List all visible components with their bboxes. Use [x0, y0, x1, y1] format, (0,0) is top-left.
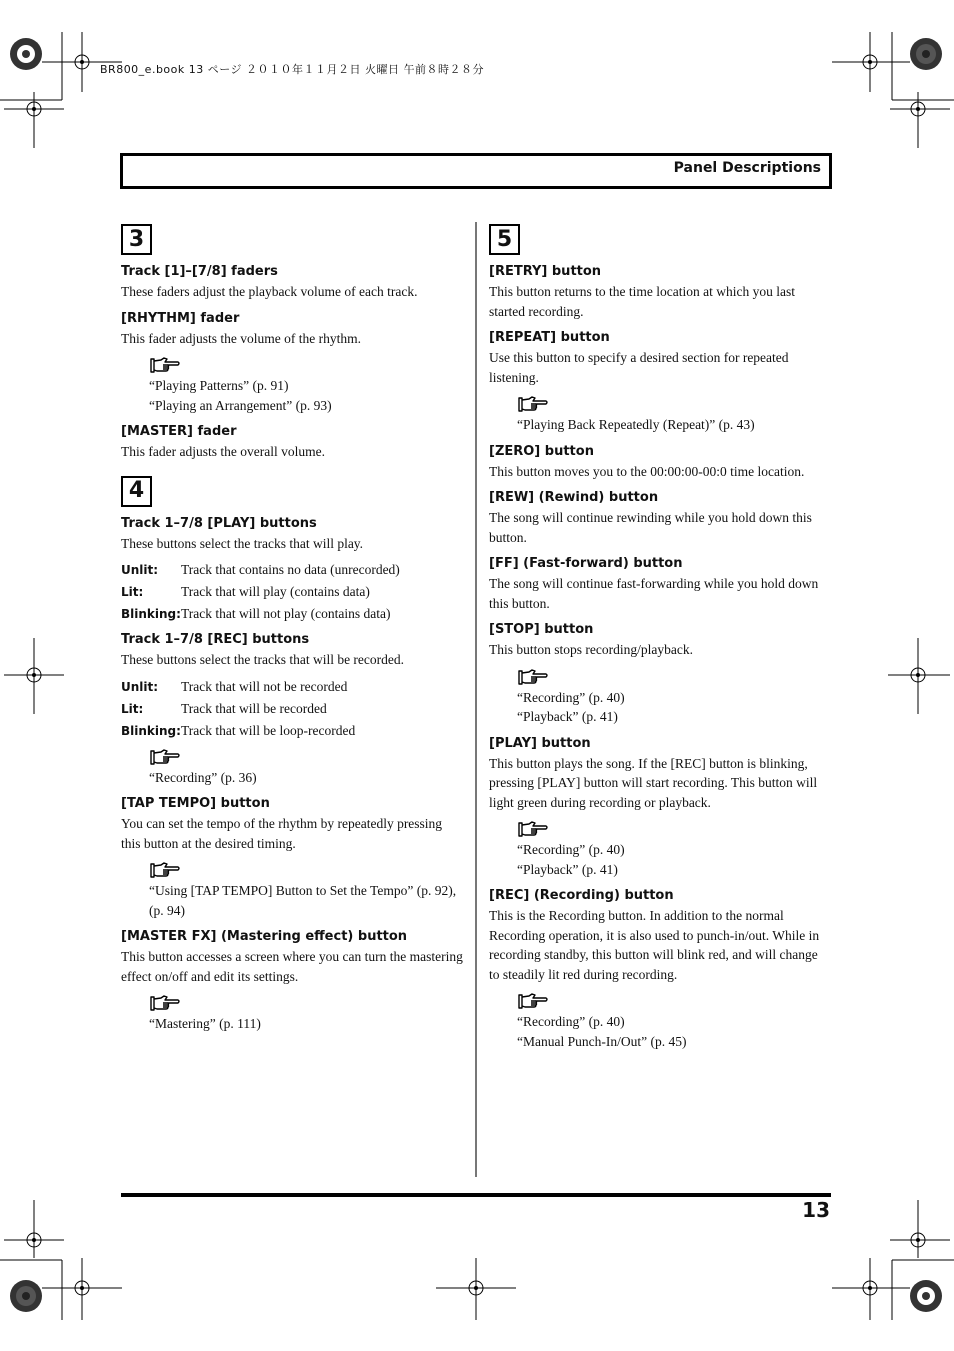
section-number-box: 5 — [489, 224, 520, 255]
cross-reference-link[interactable]: “Mastering” (p. 111) — [149, 1016, 261, 1031]
entry-heading: [RHYTHM] fader — [121, 310, 240, 326]
entry-description: These buttons select the tracks that will be recorded. — [121, 652, 405, 667]
cross-reference-link[interactable]: “Playing an Arrangement” (p. 93) — [149, 397, 332, 413]
entry-description: This button returns to the time location at which you last started recording. — [489, 284, 795, 319]
footer-rule — [121, 1193, 831, 1197]
state-term: Unlit: — [121, 679, 159, 694]
entry-description: This fader adjusts the overall volume. — [121, 444, 325, 459]
cross-reference-link[interactable]: “Playing Back Repeatedly (Repeat)” (p. 43) — [517, 417, 755, 432]
entry-heading: [REC] (Recording) button — [489, 888, 674, 903]
state-term: Lit: — [121, 701, 144, 716]
entry-rec-recording-button — [489, 887, 831, 1051]
entry-retry-button — [489, 263, 831, 321]
entry-description: This button plays the song. If the [REC] button is blinking, pressing [PLAY] button will start recording. This button will light green during recording or playback. — [489, 755, 818, 810]
entry-heading: [MASTER FX] (Mastering effect) button — [121, 929, 408, 944]
pointing-hand-icon — [517, 668, 549, 686]
entry-description: This button accesses a screen where you can turn the mastering effect on/off and edit its settings. — [121, 949, 463, 984]
state-description: Track that will not play (contains data) — [181, 606, 391, 621]
entry-stop-button — [489, 621, 831, 727]
entry-description: This fader adjusts the volume of the rhythm. — [121, 330, 361, 346]
left-column — [121, 222, 463, 1042]
page-header — [120, 153, 832, 189]
column-divider — [475, 222, 477, 1177]
state-description: Track that will play (contains data) — [181, 584, 370, 599]
pointing-hand-icon — [517, 395, 549, 413]
cross-reference — [149, 861, 463, 920]
section-number-box: 3 — [121, 224, 152, 255]
entry-heading: Track 1–7/8 [PLAY] buttons — [121, 515, 317, 531]
page-number: 13 — [802, 1198, 830, 1222]
state-term: Blinking: — [121, 723, 181, 738]
pointing-hand-icon — [517, 992, 549, 1010]
cross-reference — [517, 820, 831, 879]
state-definition-row — [121, 559, 463, 581]
cross-reference-link[interactable]: “Recording” (p. 40) — [517, 842, 625, 857]
entry-heading: [STOP] button — [489, 622, 594, 637]
state-definitions — [121, 559, 463, 625]
entry-heading: [RETRY] button — [489, 264, 602, 279]
pointing-hand-icon — [149, 994, 181, 1012]
entry-track-1-7-8-play-buttons — [121, 515, 463, 626]
state-term: Unlit: — [121, 563, 159, 577]
right-column — [489, 222, 831, 1059]
page-title: Panel Descriptions — [673, 160, 821, 176]
entry-repeat-button — [489, 329, 831, 435]
cross-reference — [517, 668, 831, 727]
cross-reference-link[interactable]: “Recording” (p. 36) — [149, 769, 257, 785]
pointing-hand-icon — [149, 356, 181, 374]
state-definitions — [121, 676, 463, 742]
entry-description: This button stops recording/playback. — [489, 642, 693, 657]
entry-description: These faders adjust the playback volume of each track. — [121, 284, 418, 299]
pointing-hand-icon — [149, 861, 181, 879]
entry-heading: Track [1]–[7/8] faders — [121, 264, 278, 279]
cross-reference — [149, 356, 463, 415]
entry-heading: [FF] (Fast-forward) button — [489, 556, 683, 571]
entry-description: Use this button to specify a desired section for repeated listening. — [489, 350, 789, 385]
state-definition-row — [121, 676, 463, 698]
state-description: Track that will be recorded — [181, 700, 327, 716]
cross-reference-link[interactable]: “Playback” (p. 41) — [517, 709, 618, 724]
cross-reference — [149, 748, 463, 788]
cross-reference — [517, 992, 831, 1051]
entry-description: This button moves you to the 00:00:00-00:0 time location. — [489, 463, 805, 479]
entry-description: The song will continue rewinding while you hold down this button. — [489, 510, 812, 545]
cross-reference-link[interactable]: “Using [TAP TEMPO] Button to Set the Tempo” (p. 92), (p. 94) — [149, 883, 457, 918]
entry-zero-button — [489, 443, 831, 482]
cross-reference-link[interactable]: “Playing Patterns” (p. 91) — [149, 378, 289, 393]
state-definition-row — [121, 581, 463, 603]
entry-track-1-7-8-rec-buttons — [121, 631, 463, 787]
entry-ff-fast-forward-button — [489, 555, 831, 613]
section-number-box: 4 — [121, 476, 152, 507]
entry-master-fx-mastering-effect-button — [121, 928, 463, 1034]
state-description: Track that will be loop-recorded — [181, 722, 356, 738]
cross-reference-link[interactable]: “Manual Punch-In/Out” (p. 45) — [517, 1033, 687, 1049]
entry-description: The song will continue fast-forwarding while you hold down this button. — [489, 576, 819, 611]
state-definition-row — [121, 720, 463, 742]
print-meta-line: BR800_e.book 13 ページ ２０１０年１１月２日 火曜日 午前８時２８分 — [100, 63, 485, 76]
pointing-hand-icon — [149, 748, 181, 766]
entry-rew-rewind-button — [489, 489, 831, 547]
cross-reference — [149, 994, 463, 1034]
pointing-hand-icon — [517, 820, 549, 838]
entry-description: These buttons select the tracks that will play. — [121, 535, 364, 551]
entry-tap-tempo-button — [121, 795, 463, 920]
entry-rhythm-fader — [121, 310, 463, 416]
cross-reference-link[interactable]: “Playback” (p. 41) — [517, 861, 618, 877]
state-description: Track that contains no data (unrecorded) — [181, 562, 400, 577]
entry-description: This is the Recording button. In addition to the normal Recording operation, it is also used to punch-in/out. While in recording standby, this button will blink red, and will change to steadily lit red during recording. — [489, 908, 820, 982]
cross-reference-link[interactable]: “Recording” (p. 40) — [517, 1014, 625, 1029]
entry-heading: [REPEAT] button — [489, 330, 610, 345]
entry-description: You can set the tempo of the rhythm by repeatedly pressing this button at the desired timing. — [121, 816, 443, 851]
state-definition-row — [121, 603, 463, 625]
entry-track-1-7-8-faders — [121, 263, 463, 302]
entry-master-fader — [121, 423, 463, 462]
state-term: Blinking: — [121, 607, 181, 621]
state-definition-row — [121, 698, 463, 720]
entry-play-button — [489, 735, 831, 880]
entry-heading: [TAP TEMPO] button — [121, 796, 270, 811]
entry-heading: [REW] (Rewind) button — [489, 490, 659, 505]
state-term: Lit: — [121, 585, 144, 599]
entry-heading: [MASTER] fader — [121, 424, 237, 439]
cross-reference-link[interactable]: “Recording” (p. 40) — [517, 689, 625, 705]
state-description: Track that will not be recorded — [181, 678, 348, 694]
entry-heading: [PLAY] button — [489, 735, 591, 751]
cross-reference — [517, 395, 831, 435]
entry-heading: [ZERO] button — [489, 443, 594, 459]
entry-heading: Track 1–7/8 [REC] buttons — [121, 632, 310, 647]
